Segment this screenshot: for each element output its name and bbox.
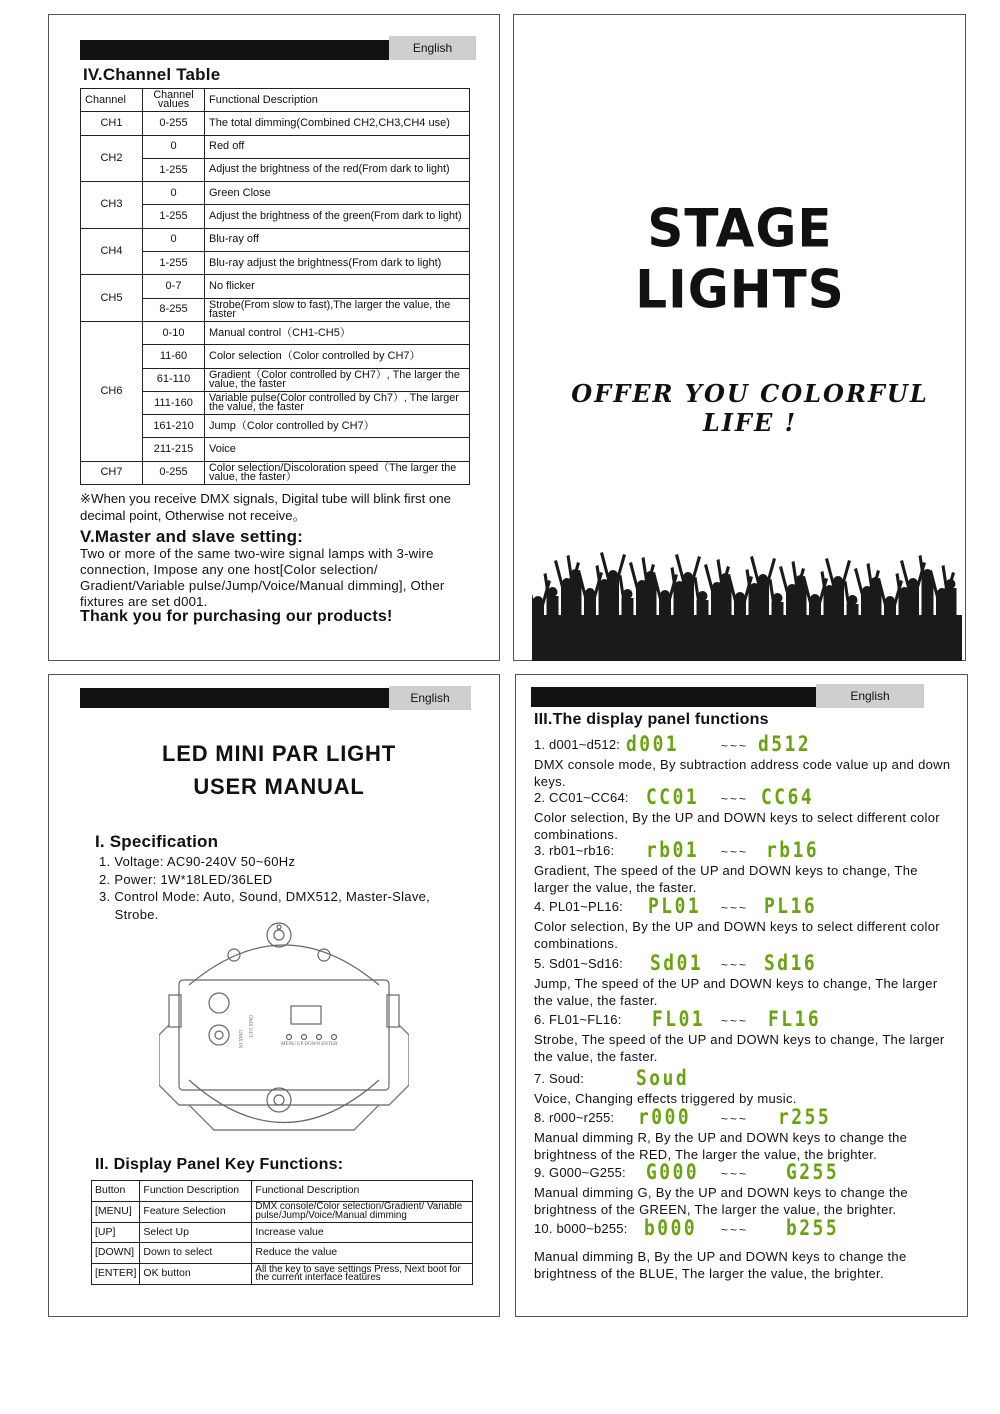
range-separator: ~~~ bbox=[721, 901, 749, 915]
button-cell: [UP] bbox=[92, 1222, 140, 1243]
lcd-readout-to: PL16 bbox=[764, 894, 818, 918]
lcd-readout-to: G255 bbox=[786, 1160, 840, 1184]
keys-label: MENU UP DOWN ENTER bbox=[281, 1042, 338, 1047]
channel-cell: CH2 bbox=[81, 135, 143, 182]
table-row bbox=[81, 135, 470, 158]
table-row bbox=[92, 1264, 473, 1285]
description-cell: Manual control（CH1-CH5） bbox=[205, 321, 470, 344]
value-cell: 0-7 bbox=[143, 275, 205, 298]
table-row bbox=[92, 1201, 473, 1222]
description-cell: Variable pulse(Color controlled by Ch7）, The larger the value, the faster bbox=[205, 391, 470, 414]
table-row bbox=[81, 321, 470, 344]
display-item-description: Jump, The speed of the UP and DOWN keys to change, The larger the value, the faster. bbox=[534, 976, 938, 1008]
lcd-readout-from: r000 bbox=[638, 1105, 692, 1129]
function-cell: Down to select bbox=[140, 1243, 252, 1264]
table-header-cell: Channel values bbox=[143, 89, 205, 112]
display-panel-heading: III.The display panel functions bbox=[534, 711, 769, 728]
display-item-label: 8. r000~r255: bbox=[534, 1110, 615, 1125]
value-cell: 1-255 bbox=[143, 205, 205, 228]
lcd-readout-to: Sd16 bbox=[764, 951, 818, 975]
range-separator: ~~~ bbox=[721, 792, 749, 806]
manual-title-line2: USER MANUAL bbox=[193, 774, 365, 799]
value-cell: 0-10 bbox=[143, 321, 205, 344]
channel-cell: CH4 bbox=[81, 228, 143, 275]
keys-heading: II. Display Panel Key Functions: bbox=[95, 1156, 344, 1173]
display-item-description: Color selection, By the UP and DOWN keys to select different color combinations. bbox=[534, 919, 940, 951]
description-cell: Increase value bbox=[252, 1222, 473, 1243]
dmx-in-label: DMX IN bbox=[237, 1030, 242, 1049]
table-header-cell: Functional Description bbox=[252, 1181, 473, 1202]
lcd-readout-to: FL16 bbox=[768, 1007, 822, 1031]
channel-cell: CH7 bbox=[81, 461, 143, 484]
value-cell: 161-210 bbox=[143, 415, 205, 438]
display-item-label: 3. rb01~rb16: bbox=[534, 843, 615, 858]
spec-heading: I. Specification bbox=[95, 832, 219, 851]
channel-cell: CH1 bbox=[81, 112, 143, 135]
table-header-cell: Channel bbox=[81, 89, 143, 112]
cover-slogan: OFFER YOU COLORFUL LIFE ! bbox=[571, 379, 929, 437]
channel-table bbox=[80, 88, 470, 485]
value-cell: 8-255 bbox=[143, 298, 205, 321]
description-cell: Reduce the value bbox=[252, 1243, 473, 1264]
table-row bbox=[81, 461, 470, 484]
lcd-readout-from: b000 bbox=[644, 1216, 698, 1240]
value-cell: 61-110 bbox=[143, 368, 205, 391]
display-item-label: 6. FL01~FL16: bbox=[534, 1012, 622, 1027]
header-bar bbox=[80, 40, 410, 60]
range-separator: ~~~ bbox=[721, 1112, 749, 1126]
range-separator: ~~~ bbox=[721, 739, 749, 753]
spec-item: 3. Control Mode: Auto, Sound, DMX512, Master-Slave, bbox=[99, 889, 431, 904]
table-row bbox=[81, 275, 470, 298]
description-cell: Green Close bbox=[205, 182, 470, 205]
display-item-description: Gradient, The speed of the UP and DOWN keys to change, The larger the value, the faster. bbox=[534, 863, 918, 895]
par-light-device-image bbox=[159, 915, 409, 1140]
header-bar bbox=[80, 688, 410, 708]
display-item-description: Voice, Changing effects triggered by music. bbox=[534, 1091, 797, 1106]
lcd-readout-from: CC01 bbox=[646, 785, 700, 809]
display-item-label: 4. PL01~PL16: bbox=[534, 899, 623, 914]
display-item-description: Strobe, The speed of the UP and DOWN keys to change, The larger the value, the faster. bbox=[534, 1032, 945, 1064]
channel-cell: CH3 bbox=[81, 182, 143, 229]
display-item-label: 5. Sd01~Sd16: bbox=[534, 956, 623, 971]
spec-item: Strobe. bbox=[99, 906, 159, 922]
channel-cell: CH5 bbox=[81, 275, 143, 322]
channel-cell: CH6 bbox=[81, 321, 143, 461]
value-cell: 1-255 bbox=[143, 158, 205, 181]
display-item-label: 9. G000~G255: bbox=[534, 1165, 626, 1180]
table-row bbox=[92, 1243, 473, 1264]
table-header-cell: Button bbox=[92, 1181, 140, 1202]
description-cell: No flicker bbox=[205, 275, 470, 298]
display-item-label: 7. Soud: bbox=[534, 1071, 585, 1086]
button-cell: [MENU] bbox=[92, 1201, 140, 1222]
range-separator: ~~~ bbox=[721, 958, 749, 972]
table-header-row bbox=[81, 89, 470, 112]
key-functions-table bbox=[91, 1180, 473, 1285]
description-cell: Adjust the brightness of the red(From dark to light) bbox=[205, 158, 470, 181]
lcd-readout-to: b255 bbox=[786, 1216, 840, 1240]
display-item-description: Manual dimming G, By the UP and DOWN keys to change the brightness of the GREEN, The larger the value, the brighter. bbox=[534, 1185, 908, 1217]
range-separator: ~~~ bbox=[721, 1014, 749, 1028]
table-row bbox=[81, 182, 470, 205]
lcd-readout-to: d512 bbox=[758, 732, 812, 756]
master-slave-text: Two or more of the same two-wire signal lamps with 3-wire connection, Impose any one host[Color selection/ Gradient/Variable pulse/Jump/Voice/Manual dimming], Other fixtures are set d001. bbox=[80, 546, 445, 609]
function-cell: OK button bbox=[140, 1264, 252, 1285]
table-row bbox=[81, 228, 470, 251]
button-cell: [ENTER] bbox=[92, 1264, 140, 1285]
lcd-readout-from: Soud bbox=[636, 1066, 690, 1090]
manual-title-line1: LED MINI PAR LIGHT bbox=[162, 741, 396, 766]
value-cell: 211-215 bbox=[143, 438, 205, 461]
display-item-label: 10. b000~b255: bbox=[534, 1221, 628, 1236]
dmx-note: ※When you receive DMX signals, Digital tube will blink first one decimal point, Otherwise not receive。 bbox=[80, 491, 451, 523]
display-panel-page bbox=[515, 674, 968, 1317]
value-cell: 1-255 bbox=[143, 252, 205, 275]
display-item-description: DMX console mode, By subtraction address code value up and down keys. bbox=[534, 757, 951, 789]
button-cell: [DOWN] bbox=[92, 1243, 140, 1264]
language-tab: English bbox=[389, 686, 471, 710]
table-row bbox=[81, 112, 470, 135]
description-cell: Strobe(From slow to fast),The larger the value, the faster bbox=[205, 298, 470, 321]
cover-title: STAGE LIGHTS bbox=[635, 198, 845, 320]
lcd-readout-from: PL01 bbox=[648, 894, 702, 918]
description-cell: Color selection（Color controlled by CH7） bbox=[205, 345, 470, 368]
range-separator: ~~~ bbox=[721, 1167, 749, 1181]
display-item-label: 2. CC01~CC64: bbox=[534, 790, 629, 805]
lcd-readout-to: CC64 bbox=[761, 785, 815, 809]
description-cell: Jump（Color controlled by CH7） bbox=[205, 415, 470, 438]
description-cell: All the key to save settings Press, Next boot for the current interface features bbox=[252, 1264, 473, 1285]
value-cell: 0 bbox=[143, 228, 205, 251]
display-item-description: Manual dimming B, By the UP and DOWN keys to change the brightness of the BLUE, The larger the value, the brighter. bbox=[534, 1249, 907, 1281]
lcd-readout-to: rb16 bbox=[766, 838, 820, 862]
master-slave-heading: V.Master and slave setting: bbox=[80, 527, 304, 546]
display-item-description: Manual dimming R, By the UP and DOWN keys to change the brightness of the RED, The larger the value, the brighter. bbox=[534, 1130, 908, 1162]
value-cell: 111-160 bbox=[143, 391, 205, 414]
function-cell: Feature Selection bbox=[140, 1201, 252, 1222]
header-bar bbox=[531, 687, 836, 707]
lcd-readout-from: rb01 bbox=[646, 838, 700, 862]
value-cell: 0 bbox=[143, 182, 205, 205]
spec-item: 2. Power: 1W*18LED/36LED bbox=[99, 871, 273, 887]
description-cell: Red off bbox=[205, 135, 470, 158]
spec-item: 1. Voltage: AC90-240V 50~60Hz bbox=[99, 854, 296, 869]
table-row bbox=[92, 1222, 473, 1243]
table-header-cell: Functional Description bbox=[205, 89, 470, 112]
description-cell: Gradient（Color controlled by CH7）, The larger the value, the faster bbox=[205, 368, 470, 391]
description-cell: The total dimming(Combined CH2,CH3,CH4 use) bbox=[205, 112, 470, 135]
description-cell: DMX console/Color selection/Gradient/ Variable pulse/Jump/Voice/Manual dimming bbox=[252, 1201, 473, 1222]
dmx-out-label: DMX OUT bbox=[247, 1015, 252, 1039]
value-cell: 0 bbox=[143, 135, 205, 158]
lcd-readout-to: r255 bbox=[778, 1105, 832, 1129]
value-cell: 0-255 bbox=[143, 461, 205, 484]
description-cell: Adjust the brightness of the green(From dark to light) bbox=[205, 205, 470, 228]
lcd-readout-from: Sd01 bbox=[650, 951, 704, 975]
description-cell: Blu-ray off bbox=[205, 228, 470, 251]
language-tab: English bbox=[816, 684, 924, 708]
user-manual-page bbox=[48, 674, 500, 1317]
function-cell: Select Up bbox=[140, 1222, 252, 1243]
table-header-cell: Function Description bbox=[140, 1181, 252, 1202]
language-tab: English bbox=[389, 36, 476, 60]
range-separator: ~~~ bbox=[721, 845, 749, 859]
value-cell: 0-255 bbox=[143, 112, 205, 135]
channel-table-page bbox=[48, 14, 500, 661]
lcd-readout-from: d001 bbox=[626, 732, 680, 756]
thanks-text: Thank you for purchasing our products! bbox=[80, 608, 393, 625]
cover-page bbox=[513, 14, 966, 661]
description-cell: Color selection/Discoloration speed（The larger the value, the faster） bbox=[205, 461, 470, 484]
description-cell: Voice bbox=[205, 438, 470, 461]
table-header-row bbox=[92, 1181, 473, 1202]
value-cell: 11-60 bbox=[143, 345, 205, 368]
lcd-readout-from: G000 bbox=[646, 1160, 700, 1184]
range-separator: ~~~ bbox=[721, 1223, 749, 1237]
display-item-description: Color selection, By the UP and DOWN keys to select different color combinations. bbox=[534, 810, 940, 842]
description-cell: Blu-ray adjust the brightness(From dark to light) bbox=[205, 252, 470, 275]
crowd-silhouette-image bbox=[532, 535, 962, 661]
channel-table-heading: IV.Channel Table bbox=[83, 65, 221, 84]
display-item-label: 1. d001~d512: bbox=[534, 737, 621, 752]
lcd-readout-from: FL01 bbox=[652, 1007, 706, 1031]
